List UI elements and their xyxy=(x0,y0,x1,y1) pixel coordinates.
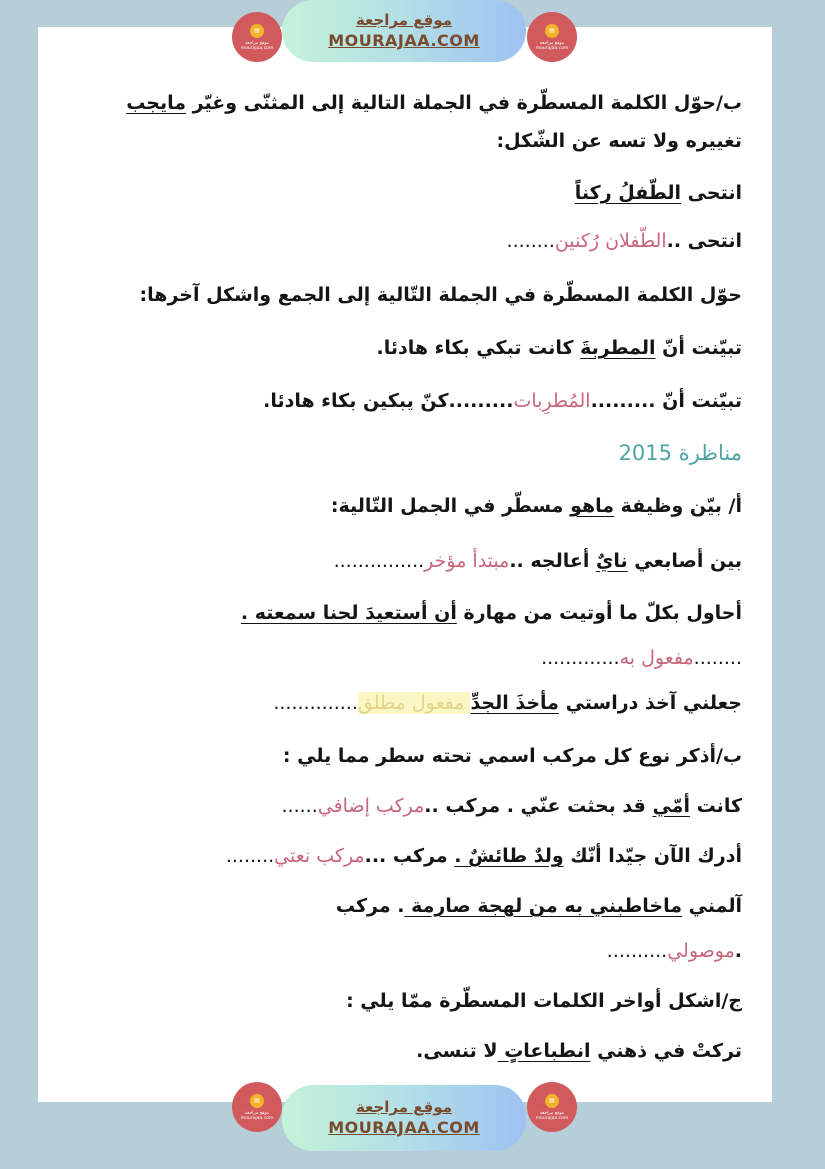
site-banner-bottom[interactable] xyxy=(282,1085,526,1151)
answer-line xyxy=(68,230,742,252)
sentence-text: أعالجه .. xyxy=(509,550,596,572)
site-logo-left-bottom[interactable] xyxy=(232,1082,282,1132)
logo-caption: موقع مراجعة mourajaa.com xyxy=(240,1110,274,1121)
site-domain[interactable]: MOURAJAA.COM xyxy=(328,1118,480,1137)
dots: ........ xyxy=(225,845,275,867)
underlined-phrase: مأخذَ الجدِّ xyxy=(470,692,559,714)
exercise-sentence-1 xyxy=(68,550,742,572)
year-heading xyxy=(68,441,742,465)
instruction-plural: حوّل الكلمة المسطّرة في الجملة التّالية إلى الجمع واشكل آخرها: xyxy=(139,284,742,306)
sentence-text: بين أصابعي xyxy=(627,550,742,572)
site-domain[interactable]: MOURAJAA.COM xyxy=(328,31,480,50)
underlined-word: أمّي xyxy=(652,795,690,817)
underlined-phrase: ماخاطبني به من لهجة صارمة xyxy=(404,895,683,917)
answer-text: مركب إضافي xyxy=(317,795,425,817)
dots: ............. xyxy=(541,647,620,669)
instruction-text: أ/ بيّن وظيفة xyxy=(614,495,742,517)
sentence-text: لا تنسى. xyxy=(416,1040,498,1062)
dots: ...... xyxy=(281,795,318,817)
underlined-phrase: ولدٌ طائشٌ . xyxy=(454,845,564,867)
answer-text: موصولي xyxy=(667,940,735,962)
dots: .............. xyxy=(273,692,358,714)
sentence-text: أدرك الآن جيّدا أنّك xyxy=(563,845,742,867)
instruction-vowelize: ج/اشكل أواخر الكلمات المسطّرة ممّا يلي : xyxy=(346,990,742,1012)
underlined-word: انطباعاتٍ xyxy=(497,1040,591,1062)
underlined-word: مايجب xyxy=(126,92,187,114)
sentence-text: أحاول بكلّ ما أوتيت من مهارة xyxy=(456,602,742,624)
heading-label: مناظرة xyxy=(678,441,742,465)
book-icon: ▤ xyxy=(250,24,264,38)
exercise-sentence-1 xyxy=(68,795,742,817)
site-banner-top[interactable] xyxy=(282,0,526,62)
sentence-text: كانت تبكي بكاء هادئا. xyxy=(376,337,581,359)
site-logo-left[interactable] xyxy=(232,12,282,62)
book-icon: ▤ xyxy=(545,1094,559,1108)
answer-text: مبتدأ مؤخر xyxy=(424,550,510,572)
exercise-sentence-3 xyxy=(68,692,742,714)
logo-caption: موقع مراجعة mourajaa.com xyxy=(240,40,274,51)
document-content xyxy=(38,27,772,1102)
underlined-phrase: أن أستعيدَ لحنا سمعته . xyxy=(240,602,457,624)
site-name-arabic[interactable]: موقع مراجعة xyxy=(355,11,453,29)
instruction-text: مسطّر في الجمل التّالية: xyxy=(330,495,571,517)
answer-text: المُطرِبات xyxy=(513,390,591,412)
sentence-text: آلمني xyxy=(682,895,742,917)
sentence-text: قد بحثت عنّي . مركب .. xyxy=(424,795,653,817)
sentence-text: تبيّنت أنّ xyxy=(655,337,742,359)
answer-text-highlighted: مفعول مطلق xyxy=(357,692,471,714)
logo-caption: موقع مراجعة mourajaa.com xyxy=(535,1110,569,1121)
underlined-word: ماهو xyxy=(570,495,615,517)
underlined-phrase: الطّفلُ ركناً xyxy=(574,182,682,204)
instruction-dual-line2: تغييره ولا تسه عن الشّكل: xyxy=(496,130,742,152)
example-sentence xyxy=(68,337,742,359)
logo-caption: موقع مراجعة mourajaa.com xyxy=(535,40,569,51)
dots: ........ xyxy=(506,230,555,252)
exercise-sentence-1 xyxy=(68,1040,742,1062)
exercise-sentence-2 xyxy=(68,602,742,624)
book-icon: ▤ xyxy=(545,24,559,38)
sentence-text: جعلني آخذ دراستي xyxy=(558,692,742,714)
site-logo-right[interactable] xyxy=(527,12,577,62)
exercise-sentence-2 xyxy=(68,845,742,867)
sentence-text: انتحى .. xyxy=(666,230,742,252)
punctuation: . xyxy=(734,940,742,962)
heading-year: 2015 xyxy=(618,441,673,465)
example-sentence xyxy=(68,182,742,204)
instruction-function xyxy=(68,495,742,517)
sentence-text: كانت xyxy=(689,795,742,817)
underlined-word: المطربةَ xyxy=(580,337,656,359)
exercise-sentence-3 xyxy=(68,895,742,917)
document-page xyxy=(38,27,772,1102)
sentence-text: . مركب xyxy=(335,895,405,917)
dots: ............... xyxy=(333,550,425,572)
sentence-text: تبيّنت أنّ ......... xyxy=(590,390,742,412)
dots: .......... xyxy=(606,940,668,962)
underlined-word: نايٌ xyxy=(596,550,628,572)
answer-text: مفعول به xyxy=(619,647,694,669)
sentence-text: تركتْ في ذهني xyxy=(590,1040,742,1062)
answer-text: الطّفلان رُكنين xyxy=(554,230,667,252)
site-name-arabic[interactable]: موقع مراجعة xyxy=(355,1098,453,1116)
answer-line xyxy=(68,940,742,962)
answer-line xyxy=(68,390,742,412)
sentence-text: مركب ... xyxy=(364,845,455,867)
sentence-text: انتحى xyxy=(681,182,742,204)
site-logo-right-bottom[interactable] xyxy=(527,1082,577,1132)
answer-line xyxy=(68,647,742,669)
instruction-dual xyxy=(68,92,742,114)
sentence-text: .........كنّ يبكين بكاء هادئا. xyxy=(263,390,514,412)
book-icon: ▤ xyxy=(250,1094,264,1108)
dots: ........ xyxy=(693,647,742,669)
instruction-compound: ب/أذكر نوع كل مركب اسمي تحته سطر مما يلي : xyxy=(282,745,742,767)
instruction-text: ب/حوّل الكلمة المسطّرة في الجملة التالية إلى المثنّى وغيّر xyxy=(186,92,742,114)
answer-text: مركب نعتي xyxy=(274,845,365,867)
